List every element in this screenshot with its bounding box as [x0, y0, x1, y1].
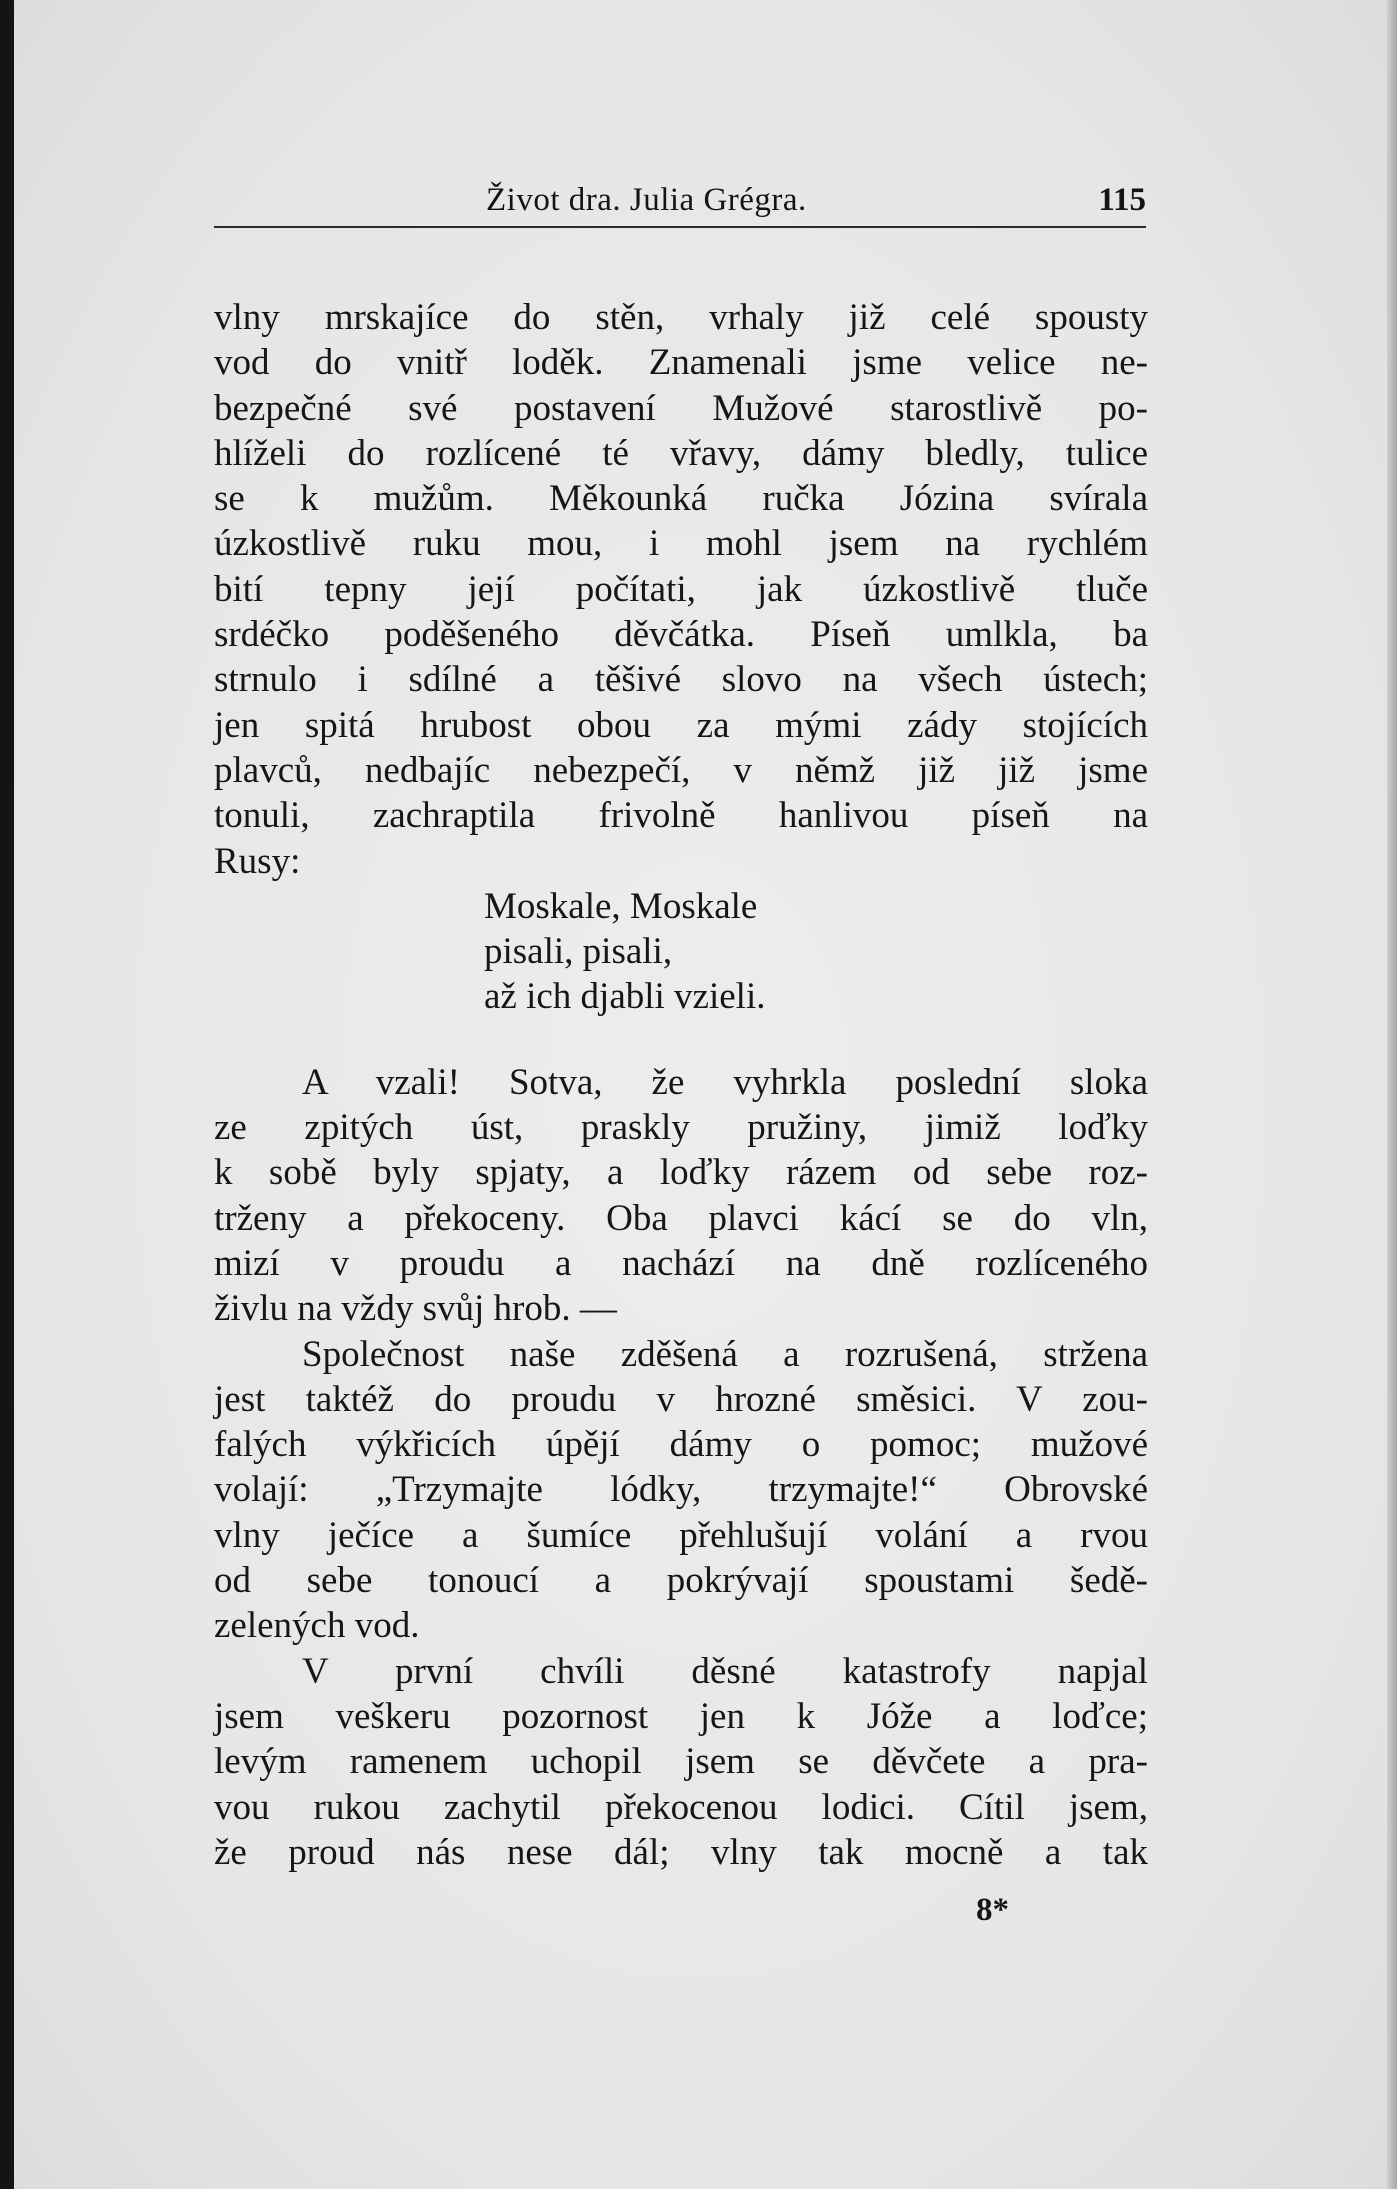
text-line: hlíželi do rozlícené té vřavy, dámy bledly, tulice	[214, 432, 1148, 474]
text-line: ze zpitých úst, praskly pružiny, jimiž loďky	[214, 1107, 1148, 1149]
text-line: plavců, nedbajíc nebezpečí, v němž již již jsme	[214, 749, 1148, 791]
text-line: že proud nás nese dál; vlny tak mocně a tak	[214, 1831, 1148, 1873]
paragraph-4	[214, 1649, 1148, 1875]
verse-line: pisali, pisali,	[484, 931, 673, 973]
paragraph-1	[214, 295, 1148, 884]
text-line: zelených vod.	[214, 1605, 420, 1647]
text-line: Společnost naše zděšená a rozrušená, stržena	[302, 1333, 1148, 1375]
text-line: volají: „Trzymajte lódky, trzymajte!“ Obrovské	[214, 1469, 1148, 1511]
page-edge-shadow	[1387, 0, 1397, 2189]
verse-spacing	[214, 1020, 1148, 1060]
text-line: vlny ječíce a šumíce přehlušují volání a rvou	[214, 1514, 1148, 1556]
text-line: V první chvíli děsné katastrofy napjal	[302, 1650, 1148, 1692]
signature-mark: 8*	[976, 1892, 1009, 1928]
text-line: tonuli, zachraptila frivolně hanlivou píseň na	[214, 795, 1148, 837]
body-text	[214, 295, 1148, 1875]
running-head	[214, 182, 1146, 226]
text-line: k sobě byly spjaty, a loďky rázem od sebe roz-	[214, 1152, 1148, 1194]
text-line: jest taktéž do proudu v hrozné směsici. V zou-	[214, 1378, 1148, 1420]
verse-quote	[214, 884, 1148, 1020]
text-line: živlu na vždy svůj hrob. —	[214, 1288, 617, 1330]
text-line: bití tepny její počítati, jak úzkostlivě tluče	[214, 568, 1148, 610]
text-line: falých výkřicích úpějí dámy o pomoc; mužové	[214, 1424, 1148, 1466]
text-line: úzkostlivě ruku mou, i mohl jsem na rychlém	[214, 523, 1148, 565]
verse-line: až ich djabli vzieli.	[484, 976, 766, 1018]
text-line: se k mužům. Měkounká ručka Józina svírala	[214, 478, 1148, 520]
text-line: A vzali! Sotva, že vyhrkla poslední sloka	[302, 1061, 1148, 1103]
running-head-title: Život dra. Julia Grégra.	[486, 182, 807, 218]
text-line: od sebe tonoucí a pokrývají spoustami šedě-	[214, 1560, 1148, 1602]
text-line: trženy a překoceny. Oba plavci kácí se do vln,	[214, 1197, 1148, 1239]
header-rule	[214, 226, 1146, 228]
text-line: bezpečné své postavení Mužové starostlivě po-	[214, 387, 1148, 429]
text-line: vod do vnitř loděk. Znamenali jsme velice ne-	[214, 342, 1148, 384]
paragraph-2	[214, 1060, 1148, 1332]
text-line: vlny mrskajíce do stěn, vrhaly již celé spousty	[214, 297, 1148, 338]
text-line: levým ramenem uchopil jsem se děvčete a pra-	[214, 1741, 1148, 1783]
page-gutter-shadow	[0, 0, 14, 2189]
text-line: mizí v proudu a nachází na dně rozlíceného	[214, 1242, 1148, 1284]
text-line: jen spitá hrubost obou za mými zády stojících	[214, 704, 1148, 746]
verse-line: Moskale, Moskale	[484, 885, 758, 927]
text-line: srdéčko poděšeného děvčátka. Píseň umlkla, ba	[214, 614, 1148, 656]
paragraph-3	[214, 1332, 1148, 1649]
text-line: vou rukou zachytil překocenou lodici. Cítil jsem,	[214, 1786, 1148, 1828]
text-line: strnulo i sdílné a těšivé slovo na všech ústech;	[214, 659, 1148, 701]
text-line: Rusy:	[214, 840, 301, 882]
page-number: 115	[1098, 182, 1146, 218]
text-line: jsem veškeru pozornost jen k Jóže a loďce;	[214, 1695, 1148, 1737]
